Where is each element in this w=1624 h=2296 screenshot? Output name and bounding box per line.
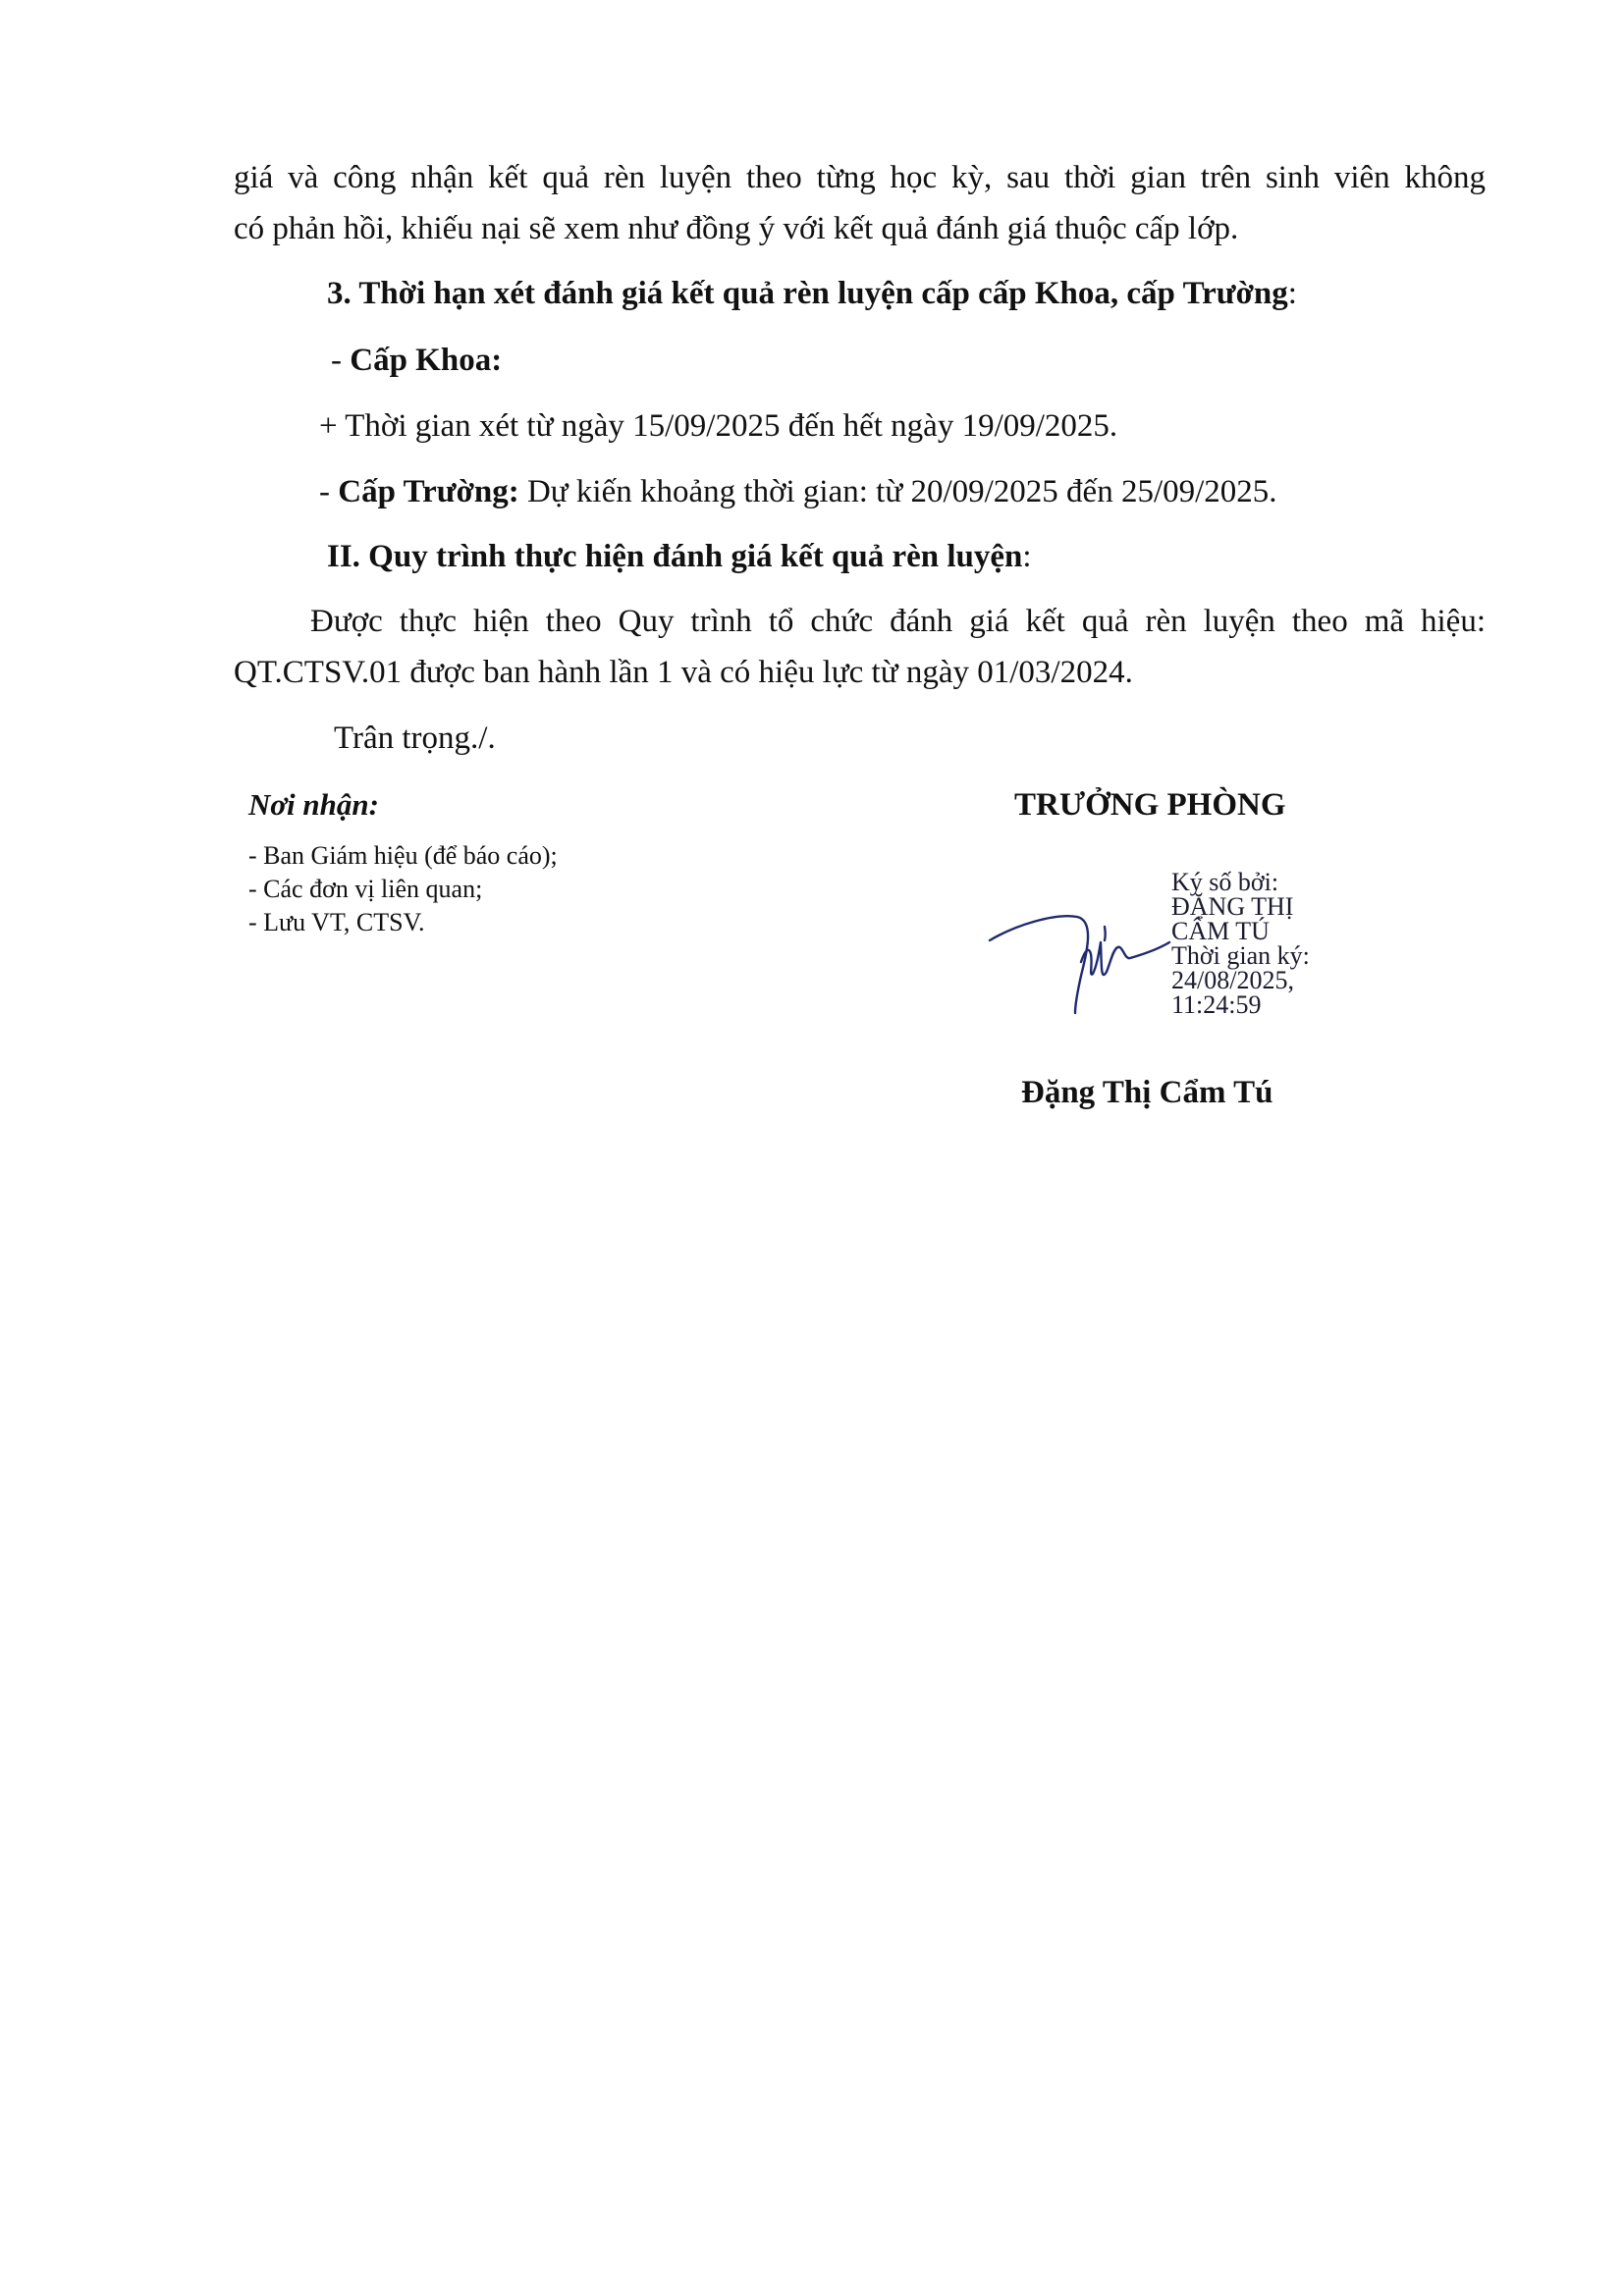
signer-name-line: ĐẶNG THỊ [1171,892,1294,921]
signer-name-line: CẨM TÚ [1171,917,1270,945]
paragraph-line: có phản hồi, khiếu nại sẽ xem như đồng ý với kết quả đánh giá thuộc cấp lớp. [234,211,1239,246]
section-heading-ii-text: II. Quy trình thực hiện đánh giá kết quả rèn luyện [327,539,1023,574]
heading-colon: : [1022,539,1032,574]
cap-khoa-label: Cấp Khoa: [350,343,503,378]
cap-truong-label: Cấp Trường: [338,474,519,509]
section-heading-ii [327,537,1032,576]
section-heading-3 [327,274,1297,313]
recipients-title: Nơi nhận: [248,787,379,822]
signer-position: TRƯỞNG PHÒNG [1014,787,1286,823]
paragraph-line: giá và công nhận kết quả rèn luyện theo từng học kỳ, sau thời gian trên sinh viên không [234,160,1486,195]
sign-time-label: Thời gian ký: [1171,941,1310,970]
signer-full-name: Đặng Thị Cẩm Tú [1021,1075,1273,1110]
recipient-item: - Lưu VT, CTSV. [248,908,425,936]
recipient-item: - Các đơn vị liên quan; [248,875,483,903]
paragraph-line: QT.CTSV.01 được ban hành lần 1 và có hiệu lực từ ngày 01/03/2024. [234,655,1133,690]
dash: - [331,343,351,378]
sign-time: 11:24:59 [1171,990,1262,1019]
cap-truong-time: Dự kiến khoảng thời gian: từ 20/09/2025 đến 25/09/2025. [518,474,1277,509]
section-heading-3-text: 3. Thời hạn xét đánh giá kết quả rèn luyện cấp cấp Khoa, cấp Trường [327,276,1288,311]
signed-by-label: Ký số bởi: [1171,868,1279,896]
cap-khoa-heading [331,341,502,380]
cap-truong-line [319,472,1277,511]
recipient-item: - Ban Giám hiệu (để báo cáo); [248,841,558,870]
paragraph-line: Được thực hiện theo Quy trình tổ chức đánh giá kết quả rèn luyện theo mã hiệu: [310,604,1486,639]
handwritten-signature [987,903,1173,1021]
sign-date: 24/08/2025, [1171,966,1294,994]
closing: Trân trọng./. [334,721,496,756]
heading-colon: : [1287,276,1297,311]
dash: - [319,474,339,509]
cap-khoa-time: + Thời gian xét từ ngày 15/09/2025 đến hết ngày 19/09/2025. [319,408,1118,444]
